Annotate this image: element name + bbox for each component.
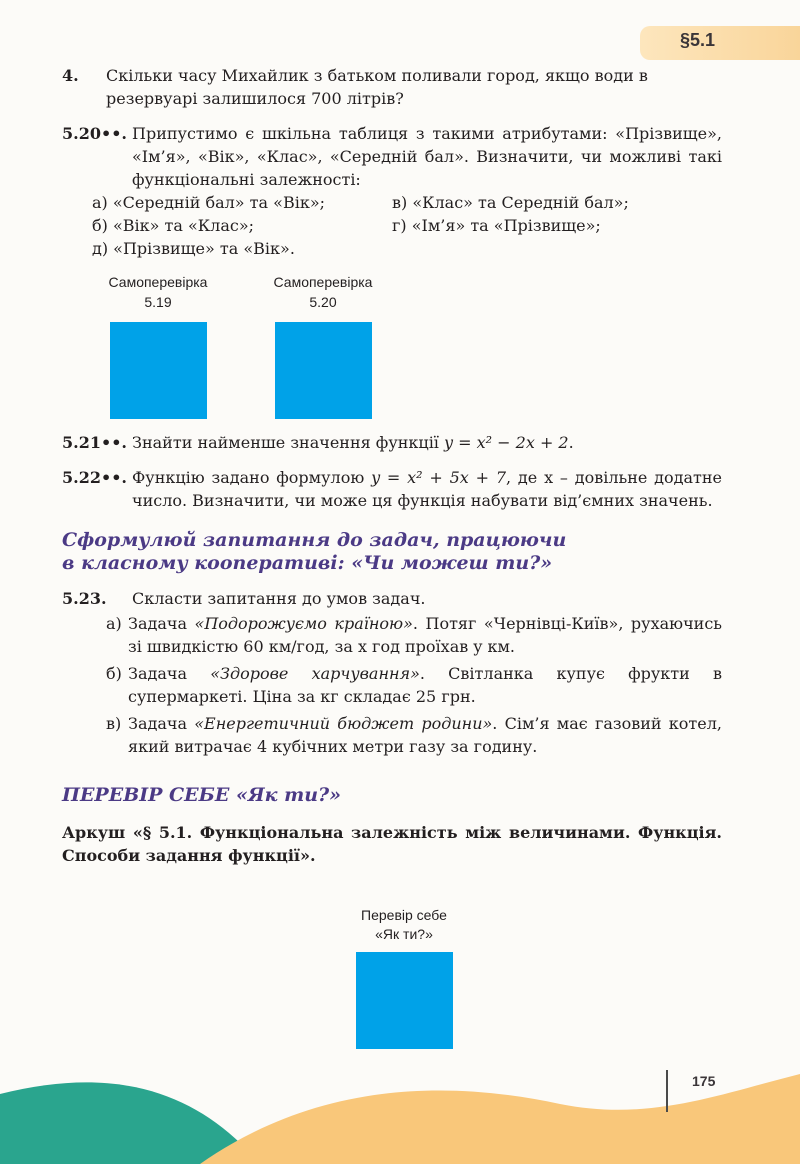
- item-label: в): [106, 714, 122, 733]
- option-a: а) «Середній бал» та «Вік»;: [92, 193, 325, 212]
- task-5-23-item-v: [62, 712, 722, 758]
- qr-code-image[interactable]: [356, 952, 453, 1049]
- check-heading: ПЕРЕВІР СЕБЕ «Як ти?»: [62, 784, 342, 806]
- item-text: . Світланка купує фрукти в супермаркеті. Ціна за кг складає 25 грн.: [128, 664, 722, 706]
- task-text: Знайти найменше значення функції: [132, 433, 445, 452]
- task-5-20-options: [62, 191, 722, 260]
- item-lead: Задача: [128, 664, 211, 683]
- section-tab: [640, 26, 800, 60]
- item-text: . Потяг «Чернівці-Київ», рухаючись зі швидкістю 60 км/год, за x год проїхав y км.: [128, 614, 722, 656]
- task-text-end: , де x – довільне додатне число. Визначити, чи може ця функція набувати від’ємних значень.: [132, 468, 722, 510]
- qr-code-image[interactable]: [110, 322, 207, 419]
- item-text: . Сім’я має газовий котел, який витрачає 4 кубічних метри газу за годину.: [128, 714, 722, 756]
- option-v: в) «Клас» та Середній бал»;: [392, 193, 629, 212]
- task-text: Припустимо є шкільна таблиця з такими атрибутами: «Прізвище», «Ім’я», «Вік», «Клас», «Середній бал». Визначити, чи можливі такі функціональні залежності:: [132, 124, 722, 189]
- qr-title: Перевір себе: [361, 907, 447, 923]
- task-5-20: [62, 122, 722, 191]
- task-5-23-item-a: [62, 612, 722, 658]
- task-4: [62, 64, 722, 110]
- coop-heading-line2: в класному кооперативі: «Чи можеш ти?»: [62, 552, 553, 574]
- option-b: б) «Вік» та «Клас»;: [92, 216, 254, 235]
- task-5-23: [62, 587, 722, 610]
- page-number: 175: [692, 1073, 716, 1089]
- task-number: 5.23.: [62, 589, 107, 608]
- qr-self-check-5-20[interactable]: [263, 272, 383, 419]
- section-label: §5.1: [680, 30, 716, 50]
- task-text: Скільки часу Михайлик з батьком поливали город, якщо води в резервуарі залишилося 700 літрів?: [106, 66, 648, 108]
- task-text-end: .: [568, 433, 574, 452]
- coop-heading-line1: Сформулюй запитання до задач, працюючи: [62, 529, 567, 551]
- formula: y = x² − 2x + 2: [444, 433, 569, 452]
- page-content: [62, 64, 722, 867]
- task-5-21: [62, 431, 722, 454]
- item-lead: Задача: [128, 714, 195, 733]
- item-label: а): [106, 614, 122, 633]
- qr-title: Самоперевірка: [108, 274, 208, 290]
- formula: y = x² + 5x + 7: [371, 468, 507, 487]
- item-title: «Здорове харчування»: [210, 664, 420, 683]
- task-text: Скласти запитання до умов задач.: [132, 589, 426, 608]
- qr-code-image[interactable]: [275, 322, 372, 419]
- item-title: «Подорожуємо країною»: [194, 614, 413, 633]
- item-title: «Енергетичний бюджет родини»: [194, 714, 493, 733]
- qr-self-check-5-19[interactable]: [98, 272, 218, 419]
- qr-subtitle: «Як ти?»: [375, 926, 433, 942]
- task-number: 4.: [62, 66, 79, 85]
- coop-heading: [62, 529, 722, 575]
- qr-subtitle: 5.20: [309, 294, 337, 310]
- task-5-22: [62, 466, 722, 512]
- qr-subtitle: 5.19: [144, 294, 172, 310]
- qr-title: Самоперевірка: [273, 274, 373, 290]
- task-5-23-item-b: [62, 662, 722, 708]
- task-text: Функцію задано формулою: [132, 468, 372, 487]
- option-g: г) «Ім’я» та «Прізвище»;: [392, 216, 601, 235]
- footer-wave-decoration: [0, 1054, 800, 1164]
- qr-check-yourself[interactable]: [334, 906, 474, 1049]
- task-number: 5.22••.: [62, 468, 127, 487]
- sheet-text: Аркуш «§ 5.1. Функціональна залежність між величинами. Функція. Способи задання функції».: [62, 823, 722, 865]
- option-d: д) «Прізвище» та «Вік».: [92, 239, 295, 258]
- page-number-divider: [666, 1070, 668, 1112]
- task-number: 5.20••.: [62, 124, 127, 143]
- self-check-qr-group: [98, 272, 722, 419]
- item-label: б): [106, 664, 122, 683]
- task-number: 5.21••.: [62, 433, 127, 452]
- item-lead: Задача: [128, 614, 195, 633]
